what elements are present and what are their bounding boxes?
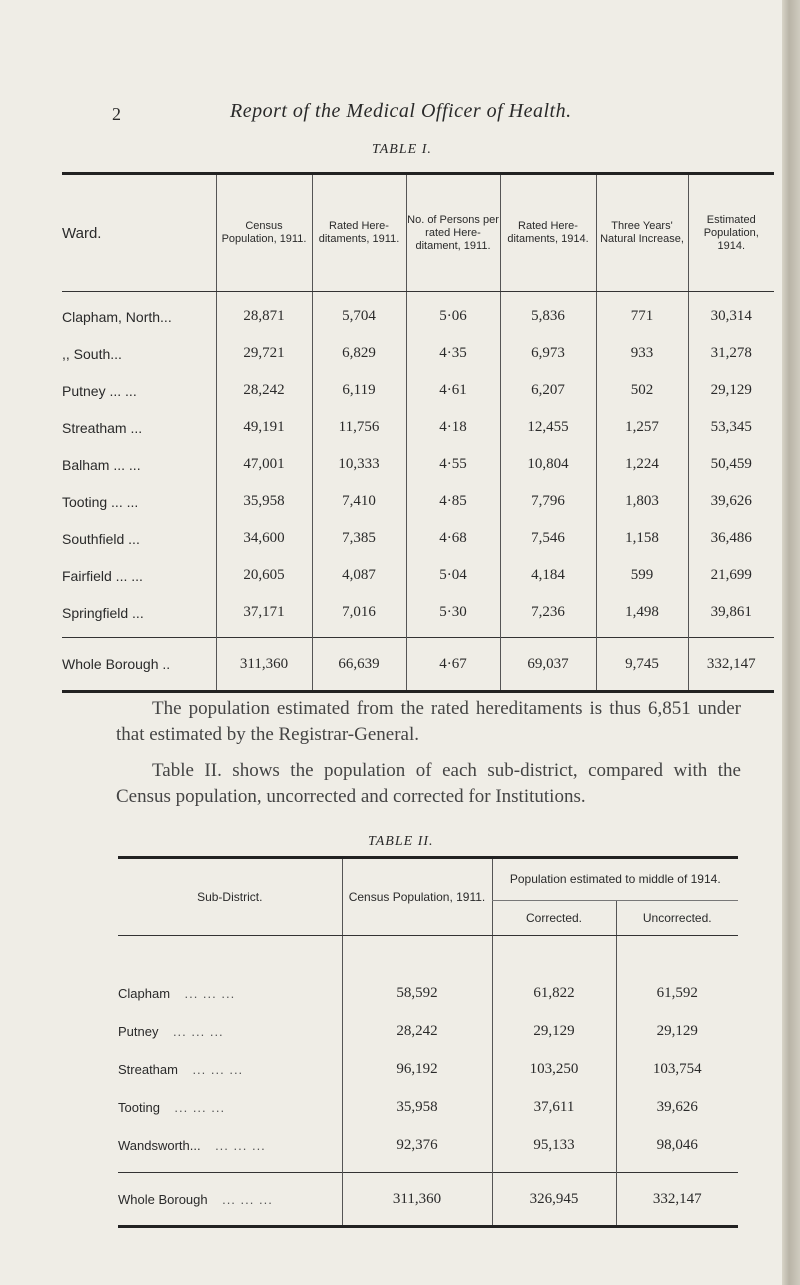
cell-estimated: 50,459: [688, 446, 774, 483]
cell-rated-1911: 4,087: [312, 557, 406, 594]
cell-persons-per: 5·06: [406, 298, 500, 335]
cell-census: 96,192: [342, 1050, 492, 1088]
table-row: [62, 409, 774, 446]
total-rated-1914: 69,037: [500, 638, 596, 692]
cell-corrected: 61,822: [492, 974, 616, 1012]
cell-increase: 771: [596, 298, 688, 335]
cell-corrected: 103,250: [492, 1050, 616, 1088]
cell-increase: 933: [596, 335, 688, 372]
table-row: [118, 1012, 738, 1050]
cell-rated-1914: 5,836: [500, 298, 596, 335]
page-header: [0, 100, 782, 130]
cell-census: 28,871: [216, 298, 312, 335]
sub-district-label: Clapham: [118, 985, 171, 1001]
cell-persons-per: 4·18: [406, 409, 500, 446]
cell-census: 29,721: [216, 335, 312, 372]
page-number: 2: [112, 104, 121, 124]
table-row: [118, 1050, 738, 1088]
cell-estimated: 31,278: [688, 335, 774, 372]
cell-rated-1911: 5,704: [312, 298, 406, 335]
cell-estimated: 36,486: [688, 520, 774, 557]
cell-corrected: 37,611: [492, 1088, 616, 1126]
cell-rated-1914: 10,804: [500, 446, 596, 483]
cell-ward: Streatham ...: [62, 419, 143, 436]
page-edge: [782, 0, 800, 1285]
table1-col-increase: Three Years' Natural Increase,: [596, 174, 688, 292]
table-row: [118, 1126, 738, 1164]
cell-persons-per: 4·35: [406, 335, 500, 372]
total-corrected: 326,945: [492, 1173, 616, 1227]
table-row: [62, 483, 774, 520]
cell-rated-1911: 7,385: [312, 520, 406, 557]
table-row: [62, 557, 774, 594]
table-2: [118, 856, 738, 1228]
table2-caption: TABLE II.: [368, 834, 434, 849]
cell-uncorrected: 61,592: [616, 974, 738, 1012]
leader-dots: ... ... ...: [174, 1099, 226, 1115]
table-total-row: [118, 1173, 738, 1227]
sub-district-label: Streatham: [118, 1061, 178, 1077]
cell-rated-1911: 7,016: [312, 594, 406, 631]
cell-rated-1914: 7,796: [500, 483, 596, 520]
sub-district-label: Wandsworth...: [118, 1137, 201, 1153]
cell-ward: Springfield ...: [62, 604, 144, 621]
cell-ward: Southfield ...: [62, 530, 140, 547]
cell-persons-per: 4·68: [406, 520, 500, 557]
cell-persons-per: 5·30: [406, 594, 500, 631]
cell-sub-district: [118, 1012, 342, 1050]
table1-col-census: Census Population, 1911.: [216, 174, 312, 292]
table-row: [118, 974, 738, 1012]
cell-census: 35,958: [216, 483, 312, 520]
table-total-row: [62, 638, 774, 692]
table1-col-ward: Ward.: [62, 174, 216, 292]
cell-increase: 1,158: [596, 520, 688, 557]
cell-increase: 599: [596, 557, 688, 594]
cell-census: 47,001: [216, 446, 312, 483]
cell-uncorrected: 103,754: [616, 1050, 738, 1088]
leader-dots: ... ... ...: [172, 1023, 224, 1039]
paragraph-1: The population estimated from the rated hereditaments is thus 6,851 under that estimated by the Registrar-General.: [116, 698, 741, 745]
leader-dots: ... ... ...: [192, 1061, 244, 1077]
total-census: 311,360: [342, 1173, 492, 1227]
table2-col-estimated: Population estimated to middle of 1914.: [492, 858, 738, 901]
cell-increase: 1,803: [596, 483, 688, 520]
cell-census: 28,242: [342, 1012, 492, 1050]
cell-census: 28,242: [216, 372, 312, 409]
cell-corrected: 29,129: [492, 1012, 616, 1050]
cell-census: 34,600: [216, 520, 312, 557]
table2-col-corrected: Corrected.: [492, 900, 616, 935]
sub-district-label: Whole Borough: [118, 1191, 208, 1207]
cell-persons-per: 4·61: [406, 372, 500, 409]
running-title: Report of the Medical Officer of Health.: [230, 100, 572, 122]
table-1: [62, 172, 774, 693]
cell-estimated: 39,861: [688, 594, 774, 631]
cell-rated-1911: 6,119: [312, 372, 406, 409]
cell-census: 92,376: [342, 1126, 492, 1164]
cell-sub-district: [118, 1050, 342, 1088]
cell-sub-district: [118, 1126, 342, 1164]
cell-uncorrected: 98,046: [616, 1126, 738, 1164]
cell-rated-1914: 6,973: [500, 335, 596, 372]
cell-increase: 1,224: [596, 446, 688, 483]
table-row: [62, 446, 774, 483]
table2-col-census: Census Population, 1911.: [342, 858, 492, 936]
cell-census: 58,592: [342, 974, 492, 1012]
cell-increase: 1,498: [596, 594, 688, 631]
cell-estimated: 30,314: [688, 298, 774, 335]
cell-uncorrected: 29,129: [616, 1012, 738, 1050]
cell-increase: 1,257: [596, 409, 688, 446]
cell-estimated: 39,626: [688, 483, 774, 520]
total-sub-district: [118, 1173, 342, 1227]
cell-persons-per: 4·55: [406, 446, 500, 483]
table1-col-rated-1914: Rated Here- ditaments, 1914.: [500, 174, 596, 292]
total-census: 311,360: [216, 638, 312, 692]
total-rated-1911: 66,639: [312, 638, 406, 692]
total-ward: Whole Borough ..: [62, 638, 216, 692]
cell-census: 37,171: [216, 594, 312, 631]
cell-corrected: 95,133: [492, 1126, 616, 1164]
total-persons-per: 4·67: [406, 638, 500, 692]
total-increase: 9,745: [596, 638, 688, 692]
table1-header-row: [62, 174, 774, 292]
total-estimated: 332,147: [688, 638, 774, 692]
cell-rated-1911: 10,333: [312, 446, 406, 483]
cell-uncorrected: 39,626: [616, 1088, 738, 1126]
cell-estimated: 53,345: [688, 409, 774, 446]
cell-rated-1914: 7,546: [500, 520, 596, 557]
cell-ward: Tooting ... ...: [62, 493, 139, 510]
table1-caption: TABLE I.: [372, 142, 432, 157]
cell-sub-district: [118, 1088, 342, 1126]
table1-col-rated-1911: Rated Here- ditaments, 1911.: [312, 174, 406, 292]
paragraph-2: Table II. shows the population of each sub-district, compared with the Census population, uncorrected and corrected for Institutions.: [116, 760, 741, 807]
table2-header-row-1: [118, 858, 738, 901]
table-row: [62, 298, 774, 335]
table-row: [62, 335, 774, 372]
cell-ward: Clapham, North...: [62, 308, 172, 325]
cell-rated-1914: 12,455: [500, 409, 596, 446]
total-uncorrected: 332,147: [616, 1173, 738, 1227]
cell-rated-1911: 11,756: [312, 409, 406, 446]
table1-col-persons-per: No. of Persons per rated Here- ditament, 1911.: [406, 174, 500, 292]
leader-dots: ... ... ...: [184, 985, 236, 1001]
leader-dots: ... ... ...: [215, 1137, 266, 1153]
cell-increase: 502: [596, 372, 688, 409]
table-row: [62, 372, 774, 409]
cell-estimated: 21,699: [688, 557, 774, 594]
table1-col-estimated: Estimated Population, 1914.: [688, 174, 774, 292]
cell-ward: ,, South...: [62, 345, 122, 362]
table-row: [62, 520, 774, 557]
cell-rated-1914: 6,207: [500, 372, 596, 409]
cell-ward: Putney ... ...: [62, 382, 137, 399]
table-row: [62, 594, 774, 631]
cell-sub-district: [118, 974, 342, 1012]
cell-rated-1911: 6,829: [312, 335, 406, 372]
cell-census: 35,958: [342, 1088, 492, 1126]
cell-census: 49,191: [216, 409, 312, 446]
cell-persons-per: 5·04: [406, 557, 500, 594]
sub-district-label: Tooting: [118, 1099, 160, 1115]
table2-col-uncorrected: Uncorrected.: [616, 900, 738, 935]
table-row: [118, 1088, 738, 1126]
cell-rated-1911: 7,410: [312, 483, 406, 520]
leader-dots: ... ... ...: [222, 1191, 273, 1207]
table2-col-sub-district: Sub-District.: [118, 858, 342, 936]
cell-rated-1914: 7,236: [500, 594, 596, 631]
cell-rated-1914: 4,184: [500, 557, 596, 594]
sub-district-label: Putney: [118, 1023, 159, 1039]
cell-ward: Fairfield ... ...: [62, 567, 143, 584]
cell-persons-per: 4·85: [406, 483, 500, 520]
cell-estimated: 29,129: [688, 372, 774, 409]
cell-census: 20,605: [216, 557, 312, 594]
cell-ward: Balham ... ...: [62, 456, 141, 473]
